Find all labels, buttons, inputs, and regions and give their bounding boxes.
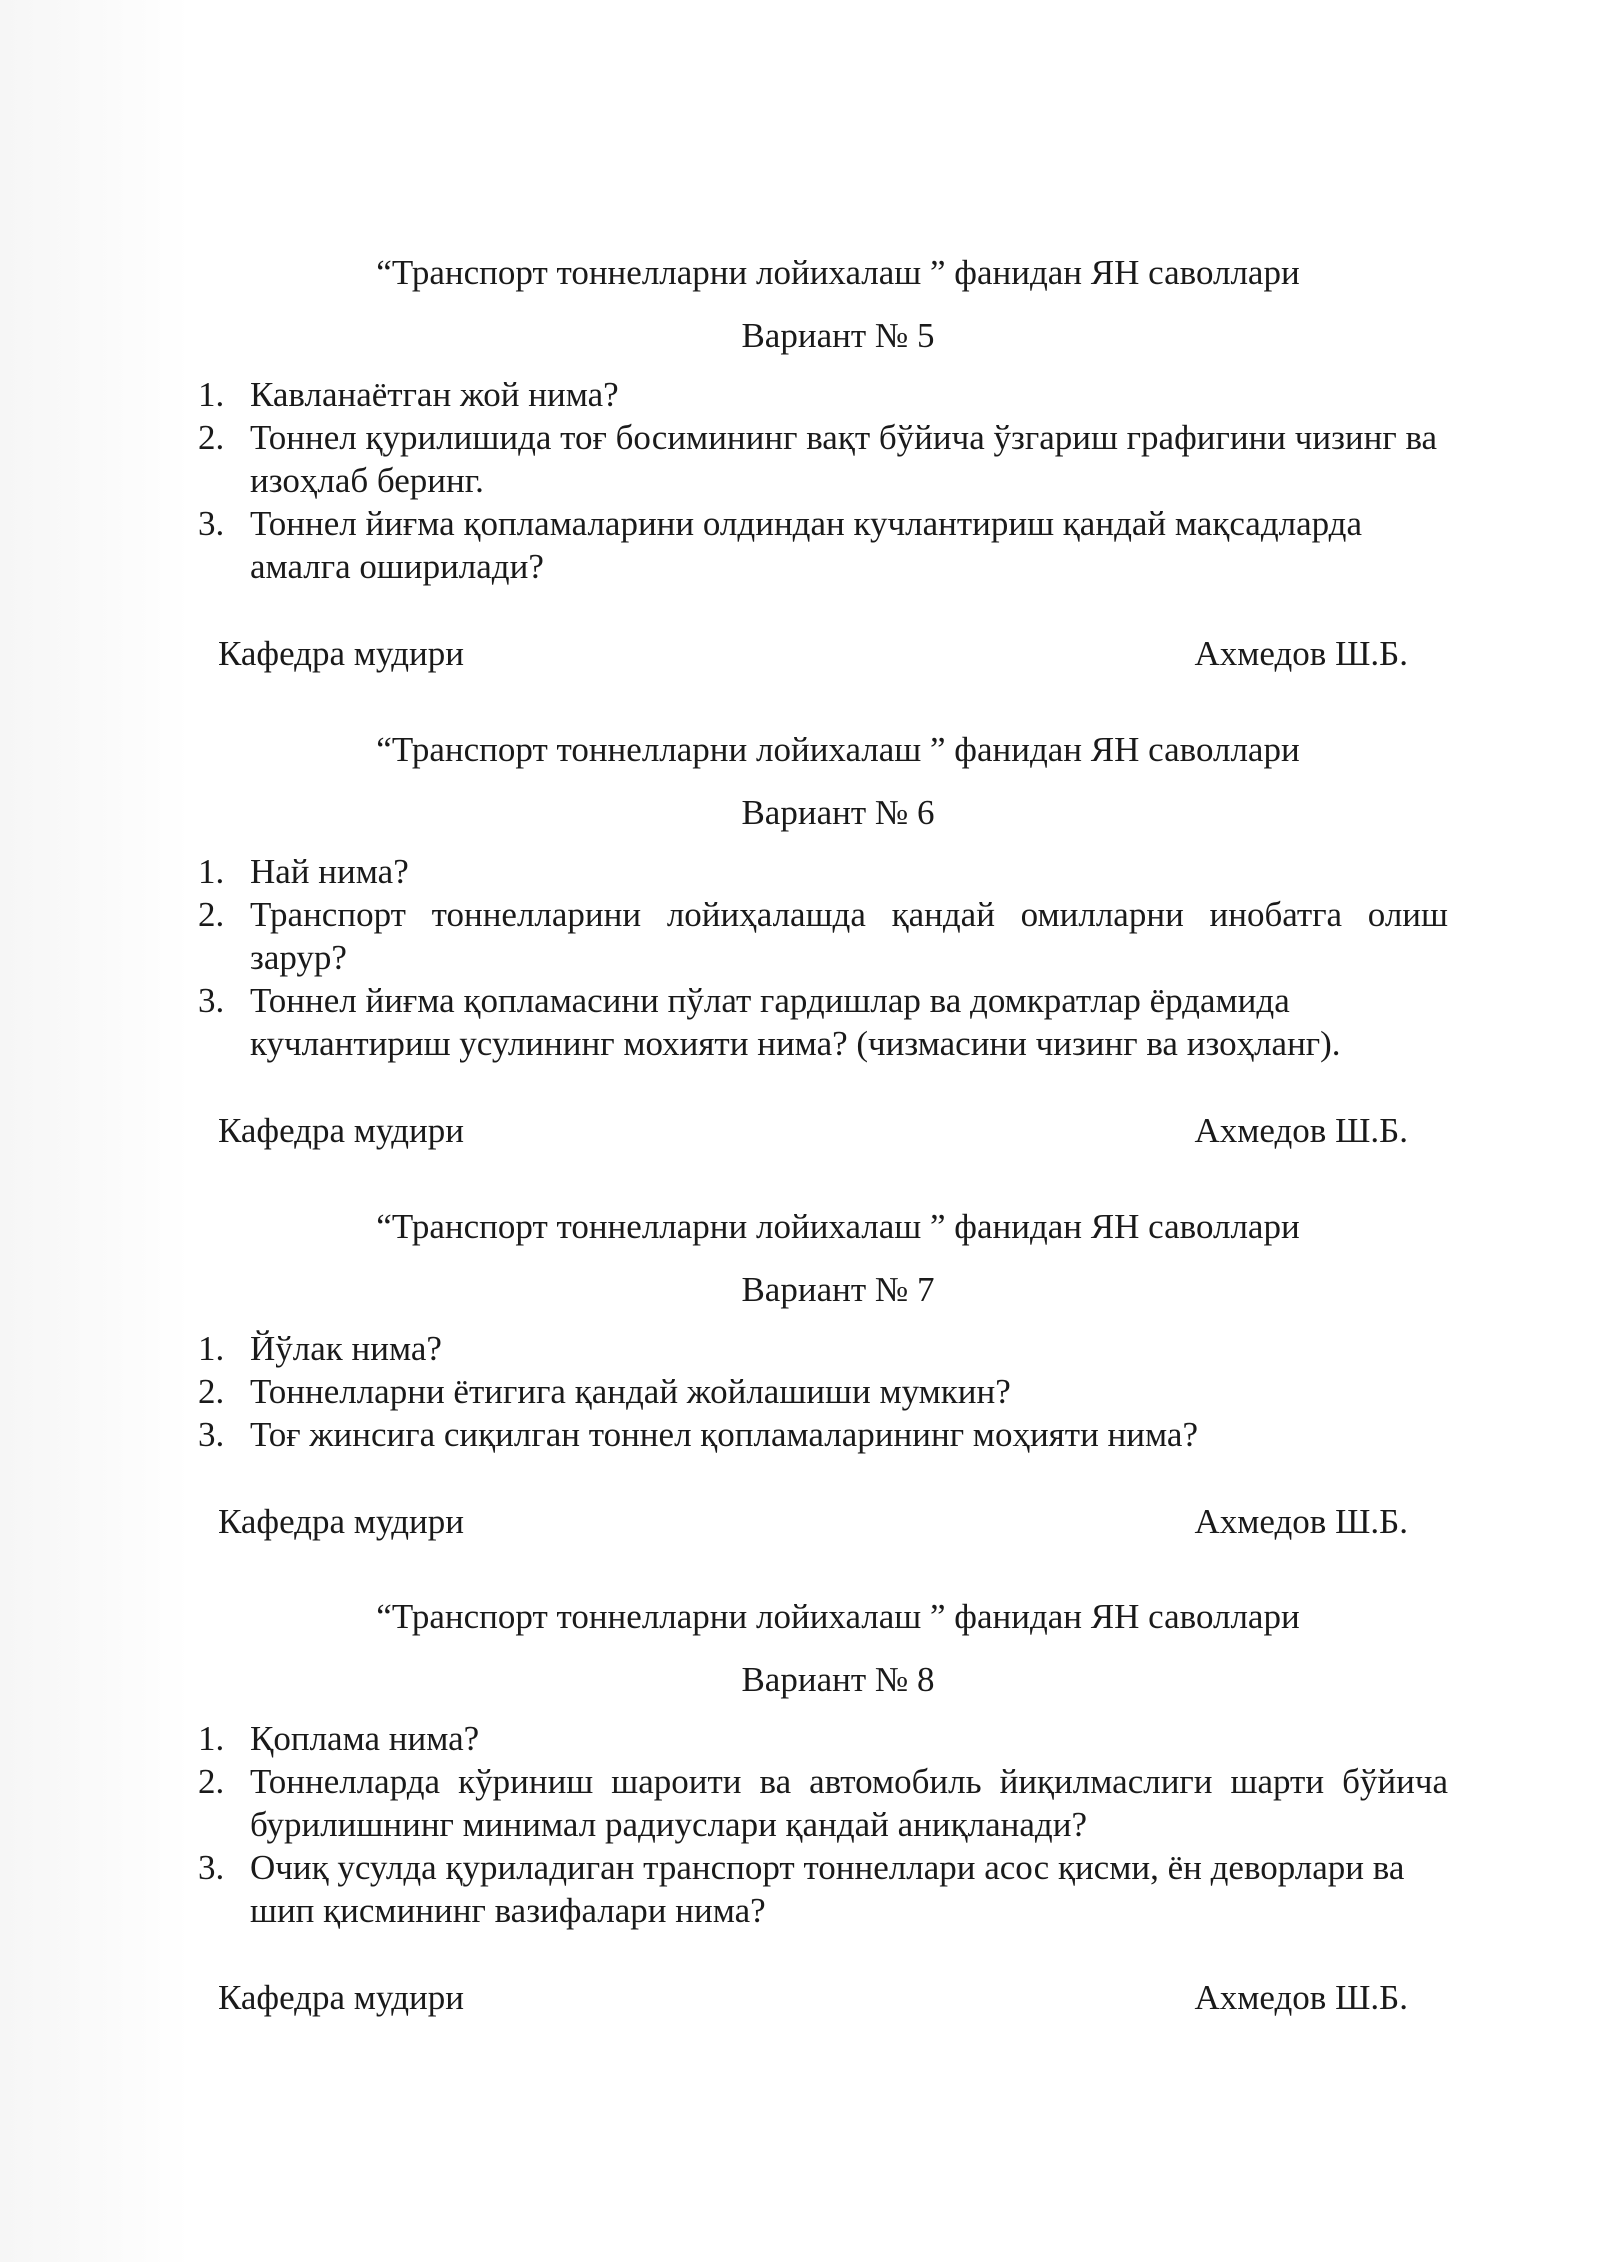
question-number: 1. <box>198 375 225 414</box>
question-list <box>198 1717 1458 1932</box>
question-item <box>198 1760 1448 1846</box>
question-number: 1. <box>198 1719 225 1758</box>
signature-line <box>218 1976 1408 2019</box>
department-head-label: Кафедра мудири <box>218 634 464 673</box>
question-item <box>198 1413 1448 1456</box>
variant-block-8 <box>198 1595 1458 2019</box>
question-number: 3. <box>198 1848 225 1887</box>
question-item <box>198 373 1448 416</box>
department-head-name: Ахмедов Ш.Б. <box>1194 1978 1408 2017</box>
question-text: Тоннелларни ётигига қандай жойлашиши мумкин? <box>250 1372 1011 1411</box>
question-list <box>198 850 1458 1065</box>
question-item <box>198 502 1448 588</box>
question-number: 1. <box>198 1329 225 1368</box>
variant-block-5 <box>198 251 1458 675</box>
question-item <box>198 1717 1448 1760</box>
question-number: 1. <box>198 852 225 891</box>
question-item <box>198 1846 1448 1932</box>
exam-title: “Транспорт тоннелларни лойихалаш ” фанидан ЯН саволлари <box>376 730 1300 769</box>
question-text: Тоннел йиғма қопламасини пўлат гардишлар ва домкратлар ёрдамида кучлантириш усулининг мохияти нима? (чизмасини чизинг ва изоҳланг). <box>250 981 1341 1063</box>
question-list <box>198 373 1458 588</box>
question-text: Кавланаётган жой нима? <box>250 375 619 414</box>
question-text: Тоғ жинсига сиқилган тоннел қопламаларининг моҳияти нима? <box>250 1415 1198 1454</box>
question-text: Тоннел йиғма қопламаларини олдиндан кучлантириш қандай мақсадларда амалга оширилади? <box>250 504 1363 586</box>
question-text: Қоплама нима? <box>250 1719 480 1758</box>
exam-title: “Транспорт тоннелларни лойихалаш ” фанидан ЯН саволлари <box>376 1207 1300 1246</box>
question-text: Очиқ усулда қуриладиган транспорт тоннеллари асос қисми, ён деворлари ва шип қисмининг вазифалари нима? <box>250 1848 1405 1930</box>
question-item <box>198 1327 1448 1370</box>
question-text: Транспорт тоннелларини лойиҳалашда қандай омилларни инобатга олиш зарур? <box>250 895 1448 977</box>
question-number: 3. <box>198 981 225 1020</box>
department-head-label: Кафедра мудири <box>218 1978 464 2017</box>
question-number: 3. <box>198 504 225 543</box>
variant-block-7 <box>198 1205 1458 1543</box>
question-list <box>198 1327 1458 1456</box>
question-number: 3. <box>198 1415 225 1454</box>
question-text: Тоннел қурилишида тоғ босимининг вақт бўйича ўзгариш графигини чизинг ва изоҳлаб беринг. <box>250 418 1438 500</box>
signature-line <box>218 632 1408 675</box>
question-item <box>198 979 1448 1065</box>
variant-number: Вариант № 7 <box>741 1270 935 1309</box>
signature-line <box>218 1109 1408 1152</box>
department-head-label: Кафедра мудири <box>218 1502 464 1541</box>
variant-number: Вариант № 8 <box>741 1660 935 1699</box>
question-text: Тоннелларда кўриниш шароити ва автомобиль йиқилмаслиги шарти бўйича бурилишнинг минимал радиуслари қандай аниқланади? <box>250 1762 1448 1844</box>
variant-number: Вариант № 6 <box>741 793 935 832</box>
question-number: 2. <box>198 895 225 934</box>
question-item <box>198 850 1448 893</box>
page-left-shadow <box>0 0 190 2262</box>
exam-title: “Транспорт тоннелларни лойихалаш ” фанидан ЯН саволлари <box>376 253 1300 292</box>
signature-line <box>218 1500 1408 1543</box>
department-head-name: Ахмедов Ш.Б. <box>1194 1111 1408 1150</box>
question-item <box>198 1370 1448 1413</box>
question-number: 2. <box>198 1372 225 1411</box>
question-text: Най нима? <box>250 852 409 891</box>
question-number: 2. <box>198 1762 225 1801</box>
question-item <box>198 416 1448 502</box>
department-head-label: Кафедра мудири <box>218 1111 464 1150</box>
variant-number: Вариант № 5 <box>741 316 935 355</box>
exam-title: “Транспорт тоннелларни лойихалаш ” фанидан ЯН саволлари <box>376 1597 1300 1636</box>
department-head-name: Ахмедов Ш.Б. <box>1194 634 1408 673</box>
variant-block-6 <box>198 728 1458 1152</box>
question-text: Йўлак нима? <box>250 1329 442 1368</box>
question-number: 2. <box>198 418 225 457</box>
question-item <box>198 893 1448 979</box>
department-head-name: Ахмедов Ш.Б. <box>1194 1502 1408 1541</box>
